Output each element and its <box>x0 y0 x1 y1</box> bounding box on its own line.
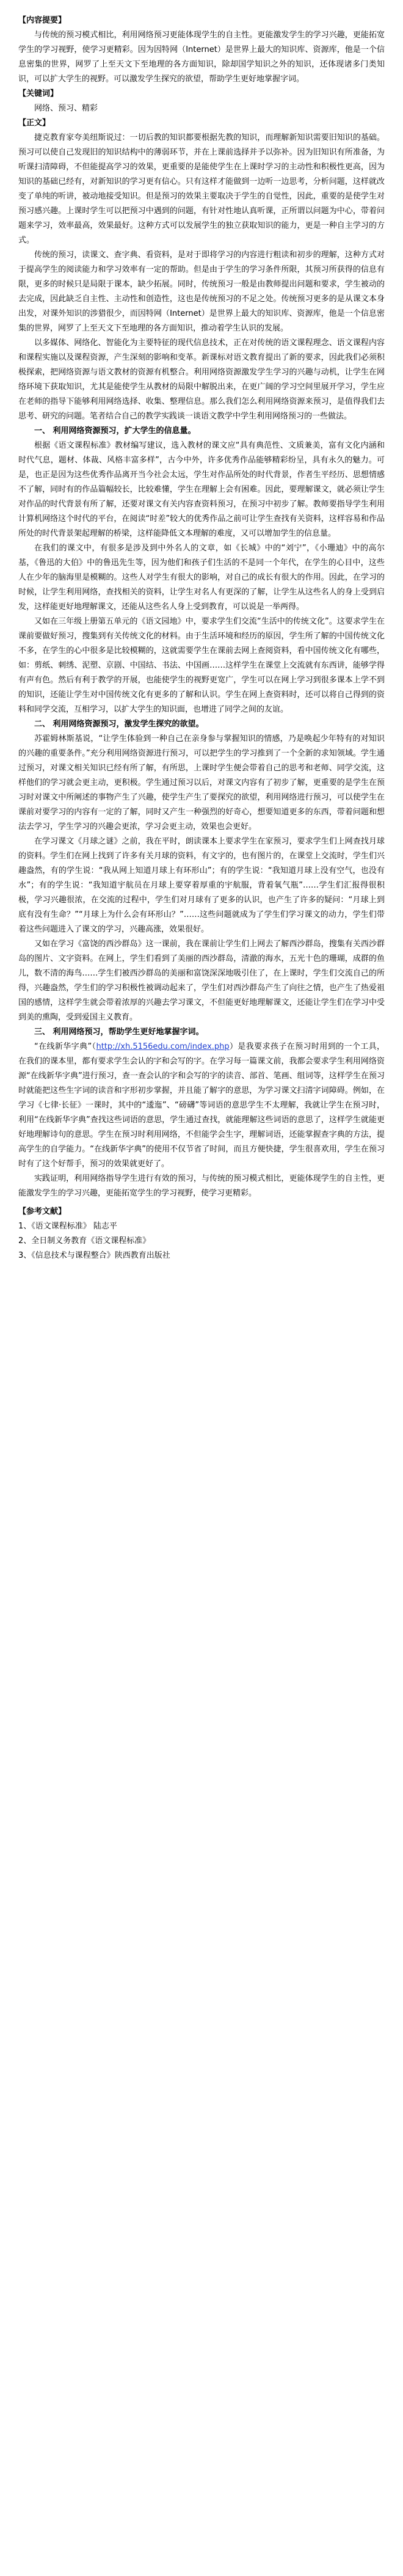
section-1-paragraph: 又如在三年级上册第五单元的《语文园地》中，要求学生们交流“生活中的传统文化”。这要求学生在课前要做好预习，搜集到有关传统文化的材料。由于生活环境和经历的原因，学生所了解的中国传统文化不多，在学生的心中很多是比较模糊的，这就需要学生在课前去网上查阅资料，看中国传统文化有哪些，如：剪纸、刺绣、泥塑、京剧、中国结、书法、中国画……这样学生在课堂上交流就有东西讲，能够学得有声有色。然后有利于教学的开展，也能使学生的视野更宽广，学生可以在网上学习到很多课本上学不到的知识，还能让学生对中国传统文化有更多的了解和认识。学生在网上查资料时，还可以将自己得到的资料和同学交流，互相学习，以扩大学生的知识面，也增进了同学之间的友谊。 <box>18 617 385 714</box>
section-2-paragraph: 又如在学习《富饶的西沙群岛》这一课前，我在课前让学生们上网去了解西沙群岛，搜集有关西沙群岛的图片、文字资料。在网上，学生们看到了美丽的西沙群岛，清澈的海水，五光十色的珊瑚，成群的鱼儿，数不清的海鸟……学生们被西沙群岛的美丽和富饶深深地吸引住了，在上课时，学生们交流自己的所得，兴趣盎然，学生们的学习积极性被调动起来了，学生们对西沙群岛产生了向往之情，也产生了热爱祖国的感情，这样学生就会带着浓厚的兴趣去学习课文，不但能更好地理解课文，还能让学生们在学习中受到美的熏陶，受到爱国主义教育。 <box>18 940 385 1022</box>
intro-paragraph: 传统的预习，读课文、查字典、看资料，是对于即将学习的内容进行粗读和初步的理解，这种方式对于提高学生的阅读能力和学习效率有一定的帮助。但是由于学生的学习条件所限，其预习所获得的信息有限，更多的时候只是局限于课本，缺少拓展。同时，传统预习一般是由教师提出问题和要求，学生被动的去完成，因此缺乏自主性、主动性和创造性，这也是传统预习的不足之处。传统预习更多的是从课文本身出发，对课外知识的涉猎很少，而因特网（Internet）是世界上最大的知识库、资源库，他是一个信息密集的世界，网罗了上至天文下至地理的各方面知识，推动着学生认识的发展。 <box>18 250 385 333</box>
intro-paragraph: 捷克教育家夸美纽斯说过：一切后教的知识都要根据先教的知识，而理解新知识需要旧知识的基础。预习可以使自己发现旧的知识结构中的薄弱环节，并在上课前选择并予以弥补。因为旧知识有所准备，为听课扫清障碍，不但能提高学习的效果，更重要的是能使学生在上课时学习的主动性和积极性更高，因为知识的基础已经有，对新知识的学习更有信心。只有这样才能做到一边听一边思考，分析问题，这样就改变了单纯的听讲，被动地接受知识。但是预习的效果主要取决于学生的自觉性，因此，重要的是使学生对预习感兴趣。上课时学生可以把预习中遇到的问题，有针对性地认真听课，正所谓以问题为中心，带着问题来学习，效率最高，效果最好。这种方式可以发展学生的独立获取知识的能力，更是一种自主学习的方式。 <box>18 133 385 245</box>
reference-item: 1、《语文课程标准》 陆志平 <box>18 1222 117 1231</box>
keywords-heading: 【关键词】 <box>18 89 59 98</box>
references-list <box>18 1219 385 1263</box>
document <box>0 0 403 1263</box>
dictionary-link[interactable]: http://xh.5156edu.com/index.php <box>96 1042 230 1051</box>
reference-item: 3、《信息技术与课程整合》陕西教育出版社 <box>18 1251 170 1260</box>
section-2-paragraph: 在学习课文《月球之谜》之前，我在平时，朗读课本上要求学生在家预习，要求学生们上网查找月球的资料。学生们在网上找到了许多有关月球的资料，有文字的，也有图片的，在课堂上交流时，学生们兴趣盎然，有的学生说：“我从网上知道月球上有环形山”；有的学生说：“我知道月球上没有空气，也没有水”；有的学生说：“我知道宇航员在月球上要穿着厚重的宇航服，背着氧气瓶”……学生们汇报得很积极，学习兴趣很浓，在交流的过程中，学生们对月球有了更多的认识，也产生了许多的疑问：“月球上到底有没有生命？”“月球上为什么会有环形山？”……这些问题就成为了学生们学习课文的动力，学生们带着这些问题进入了课文的学习，兴趣高涨，效果很好。 <box>18 837 385 934</box>
abstract-heading: 【内容提要】 <box>18 16 67 25</box>
section-3-paragraph <box>18 1040 385 1172</box>
section-3-text-after-link: ）是我要求孩子在预习时用到的一个工具，在我们的课本里，都有要求学生会认的字和会写的字。在学习每一篇课文前，我都会要求学生利用网络资源“在线新华字典”进行预习，查一查会认的字和会写的字的读音、部首、笔画、组词等，这样学生在预习时就能把这些生字词的读音和字形初步掌握，并且能了解字的意思，为学习课文扫清字词障碍。例如，在学习《七律·长征》一课时，其中的“逶迤”、“磅礴”等词语的意思学生不太理解，我就让学生在预习时，利用“在线新华字典”查找这些词语的意思，学生通过查找，就能理解这些词语的意思了，这样学生就能更好地理解诗句的意思。学生在预习时利用网络，不但能学会生字，理解词语，还能掌握查字典的方法，提高学生的自学能力。“在线新华字典”的使用不仅节省了时间，而且方便快捷，学生很喜欢用，学生在预习时有了这个好帮手，预习的效果就更好了。 <box>18 1042 385 1169</box>
section-1-paragraph: 根据《语文课程标准》教材编写建议，选入教材的课文应“具有典范性、文质兼美，富有文化内涵和时代气息，题材、体裁、风格丰富多样”，古今中外，许多优秀作品能够精彩纷呈，具有永久的魅力。可是，也正是因为这些优秀作品离开当今社会太远，学生对作品所处的时代背景，作者生平经历、思想情感不了解，同时有的作品篇幅较长，比较难懂，学生在理解上会有困难。因此，要理解课文，就必须让学生对作品的时代背景有所了解，还要对课文有关内容查资料预习，在预习中初步了解。教师要指导学生利用计算机网络这个时代的平台，在阅读“时差”较大的优秀作品之前可让学生查找有关资料，这样容易和作品所处的时代背景架起理解的桥梁，这样能降低文本理解的难度，又可以增加学生的信息量。 <box>18 441 385 538</box>
reference-item: 2、全日制义务教育《语文课程标准》 <box>18 1236 151 1246</box>
body-heading: 【正文】 <box>18 119 51 128</box>
conclusion-paragraph: 实践证明，利用网络指导学生进行有效的预习，与传统的预习模式相比，更能体现学生的自主性，更能激发学生的学习兴趣，更能拓宽学生的学习视野，使学习更精彩。 <box>18 1174 385 1198</box>
section-3-text-before-link: “在线新华字典”（ <box>34 1042 96 1051</box>
section-3-heading: 三、 利用网络预习，帮助学生更好地掌握字词。 <box>34 1027 204 1037</box>
references-heading: 【参考文献】 <box>18 1207 67 1216</box>
abstract-text: 与传统的预习模式相比，利用网络预习更能体现学生的自主性。更能激发学生的学习兴趣，更能拓宽学生的学习视野，使学习更精彩。因为因特网（Internet）是世界上最大的知识库、资源库，他是一个信息密集的世界，网罗了上至天文下至地理的各方面知识，除却国学知识之外的知识，还体现诸多门类知识，可以扩大学生的视野。可以激发学生探究的欲望，帮助学生更好地掌握字词。 <box>18 31 385 84</box>
section-1-paragraph: 在我们的课文中，有很多是涉及到中外名人的文章，如《长城》中的“刘宁”，《小珊迪》中的高尔基，《鲁迅的大伯》中的鲁迅先生等，因为他们和孩子们生活的不是同一个年代，在学生的心目中，这些人在少年的脑海里是模糊的。这些人对学生有很大的影响，对自己的成长有很大的作用。因此，在学习的时候，让学生利用网络，查找相关的资料，让学生对名人有更深的了解，让学生从这些名人的身上受到启发，这样能更好地理解课文，还能从这些名人身上受到教育，可以说是一举两得。 <box>18 544 385 611</box>
intro-paragraph: 以多媒体、网络化、智能化为主要特征的现代信息技术，正在对传统的语文课程理念、语文课程内容和课程实施以及课程资源，产生深刻的影响和变革。新课标对语文教育提出了新的要求，因此我们必须积极探索，把网络资源与语文教材的资源有机整合。利用网络资源激发学生学习的兴趣与动机，让学生在网络环境下获取知识，尤其是能使学生从教材的局限中解脱出来，在更广阔的学习空间里展开学习，学生应在老师的指导下能够利用网络选择、收集、整理信息。那么我们怎么利用网络资源来预习，是值得我们去思考、研究的问题。笔者结合自己的教学实践谈一谈语文教学中学生利用网络预习的一些做法。 <box>18 338 385 421</box>
section-2-paragraph: 苏霍姆林斯基说，“让学生体验到一种自己在亲身参与掌握知识的情感，乃是唤起少年特有的对知识的兴趣的重要条件。”充分利用网络资源进行预习，可以把学生的学习推到了一个全新的求知领域。学生通过预习，对课文相关知识已经有所了解，有所思，上课时学生便会带着自己的思考和老师、同学交流，这样他们的学习就会更主动，更积极。学生通过预习以后，对课文内容有了初步了解，更重要的是学生在预习时对课文中所阐述的事物产生了兴趣，使学生产生了要探究的欲望，利用网络进行预习，可以使学生在课前对要学习的内容有一定的了解，同时又产生一种强烈的好奇心，想要知道更多的东西，带着问题和想法去学习，学生学习的兴趣会更浓，学习会更主动，效果也会更好。 <box>18 734 385 831</box>
section-1-heading: 一、 利用网络资源预习，扩大学生的信息量。 <box>34 426 196 436</box>
keywords-text: 网络、预习、精彩 <box>34 104 98 113</box>
section-2-heading: 二、 利用网络资源预习，激发学生探究的欲望。 <box>34 720 204 729</box>
